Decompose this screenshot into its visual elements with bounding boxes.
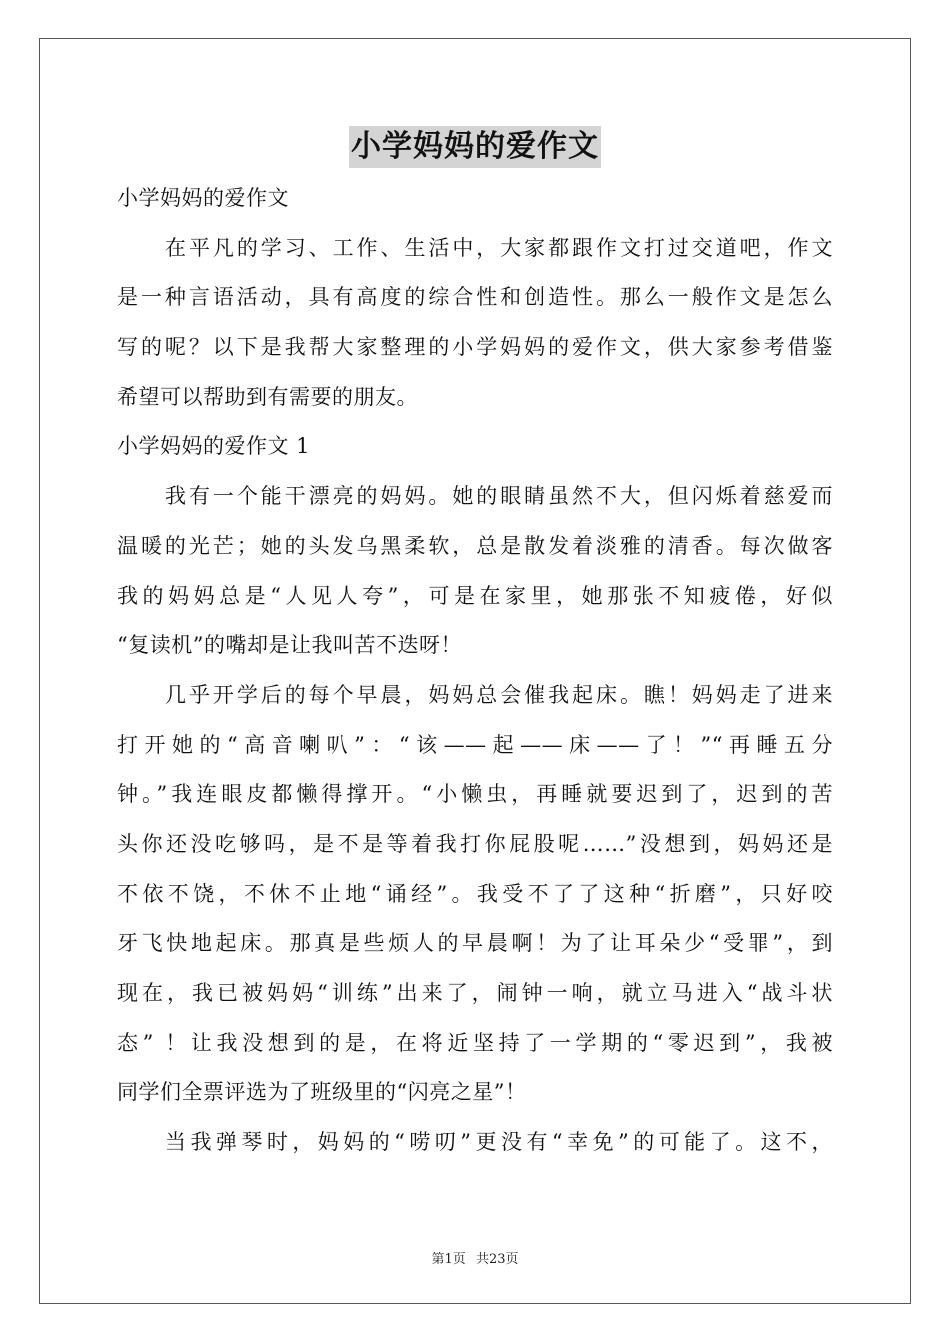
page-footer bbox=[0, 1248, 950, 1267]
text-line: 当我弹琴时，妈妈的“唠叨”更没有“幸免”的可能了。这不， bbox=[165, 1130, 833, 1155]
text-line: 现在，我已被妈妈“训练”出来了，闹钟一响，就立马进入“战斗状 bbox=[117, 981, 833, 1005]
text-line: 希望可以帮助到有需要的朋友。 bbox=[117, 384, 418, 409]
section-heading: 小学妈妈的爱作文 bbox=[117, 186, 289, 210]
text-line: 不依不饶，不休不止地“诵经”。我受不了了这种“折磨”，只好咬 bbox=[117, 881, 833, 906]
text-line: 打开她的“高音喇叭”：“该——起——床——了！”“再睡五分 bbox=[117, 732, 833, 757]
text-line: 牙飞快地起床。那真是些烦人的早晨啊！为了让耳朵少“受罪”，到 bbox=[117, 931, 833, 956]
text-line: 几乎开学后的每个早晨，妈妈总会催我起床。瞧！妈妈走了进来 bbox=[165, 682, 833, 707]
text-line: 我的妈妈总是“人见人夸”，可是在家里，她那张不知疲倦，好似 bbox=[117, 583, 833, 608]
page-number: 第1页 bbox=[431, 1252, 466, 1267]
document-body bbox=[117, 174, 833, 1168]
text-line: 是一种言语活动，具有高度的综合性和创造性。那么一般作文是怎么 bbox=[117, 285, 833, 310]
text-line: 头你还没吃够吗，是不是等着我打你屁股呢……”没想到，妈妈还是 bbox=[117, 831, 833, 856]
text-line: 在平凡的学习、工作、生活中，大家都跟作文打过交道吧，作文 bbox=[165, 235, 833, 260]
text-line: “复读机”的嘴却是让我叫苦不迭呀！ bbox=[117, 633, 462, 658]
text-line: 同学们全票评选为了班级里的“闪亮之星”！ bbox=[117, 1080, 527, 1105]
text-line: 我有一个能干漂亮的妈妈。她的眼睛虽然不大，但闪烁着慈爱而 bbox=[165, 484, 833, 509]
section-heading: 小学妈妈的爱作文 1 bbox=[117, 434, 311, 459]
text-line: 态” ！让我没想到的是，在将近坚持了一学期的“零迟到”，我被 bbox=[117, 1030, 833, 1055]
text-line: 写的呢？以下是我帮大家整理的小学妈妈的爱作文，供大家参考借鉴 bbox=[117, 335, 833, 360]
title-wrap bbox=[0, 126, 950, 168]
text-line: 温暖的光芒；她的头发乌黑柔软，总是散发着淡雅的清香。每次做客 bbox=[117, 533, 833, 558]
document-title: 小学妈妈的爱作文 bbox=[349, 126, 601, 168]
page-total: 共23页 bbox=[475, 1252, 519, 1267]
text-line: 钟。”我连眼皮都懒得撑开。“小懒虫，再睡就要迟到了，迟到的苦 bbox=[117, 782, 833, 807]
